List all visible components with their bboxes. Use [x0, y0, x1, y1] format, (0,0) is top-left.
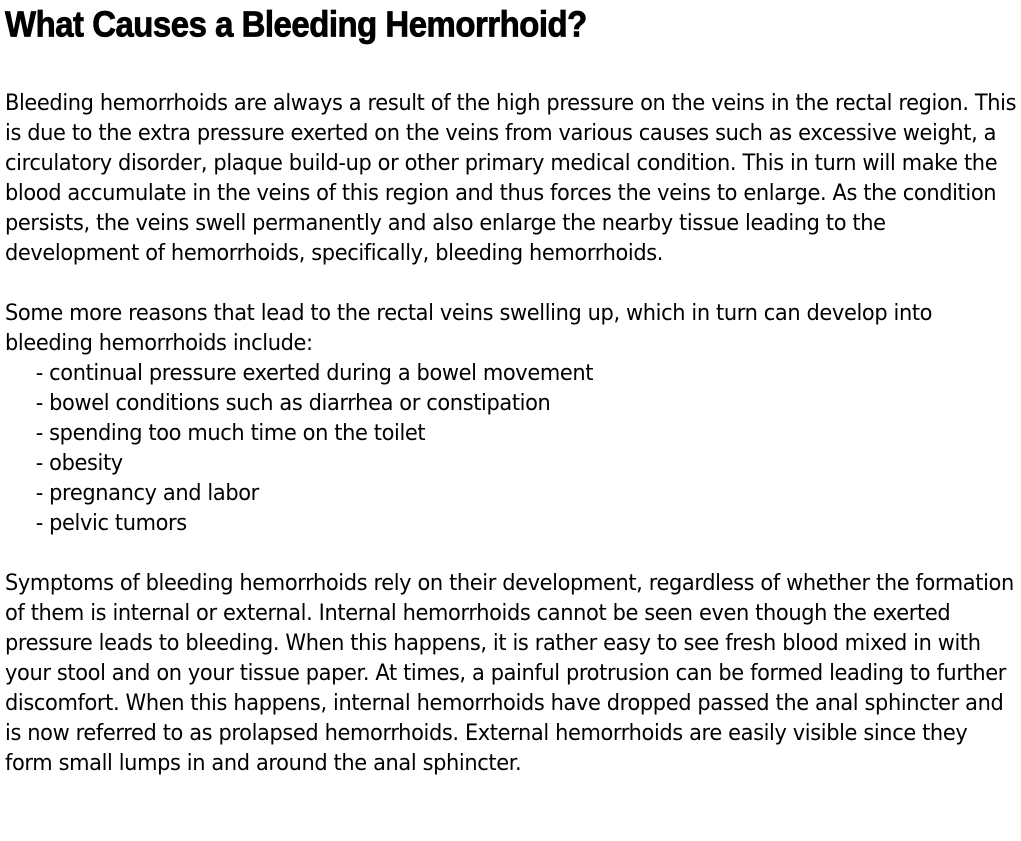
list-item: - spending too much time on the toilet	[35, 420, 426, 446]
paragraph-symptoms: Symptoms of bleeding hemorrhoids rely on their development, regardless of whether the formation of them is internal or external. Internal hemorrhoids cannot be seen even though the exerted pressure leads to bleeding. When this happens, it is rather easy to see fresh blood mixed in with your stool and on your tissue paper. At times, a painful protrusion can be formed leading to further discomfort. When this happens, internal hemorrhoids have dropped passed the anal sphincter and is now referred to as prolapsed hemorrhoids. External hemorrhoids are easily visible since they form small lumps in and around the anal sphincter.	[5, 570, 1014, 776]
paragraph-spacer	[5, 538, 1021, 568]
list-item: - bowel conditions such as diarrhea or constipation	[35, 390, 551, 416]
paragraph-reasons-intro: Some more reasons that lead to the rectal veins swelling up, which in turn can develop into bleeding hemorrhoids include:	[5, 300, 933, 356]
causes-list	[5, 358, 1021, 538]
page-title: What Causes a Bleeding Hemorrhoid?	[5, 4, 587, 45]
paragraph-spacer	[5, 268, 1021, 298]
list-item: - obesity	[35, 450, 123, 476]
list-item: - pregnancy and labor	[35, 480, 259, 506]
paragraph-causes-overview: Bleeding hemorrhoids are always a result of the high pressure on the veins in the rectal region. This is due to the extra pressure exerted on the veins from various causes such as excessive weight, a circulatory disorder, plaque build-up or other primary medical condition. This in turn will make the blood accumulate in the veins of this region and thus forces the veins to enlarge. As the condition persists, the veins swell permanently and also enlarge the nearby tissue leading to the development of hemorrhoids, specifically, bleeding hemorrhoids.	[5, 90, 1017, 266]
article-body	[5, 88, 1021, 778]
list-item: - continual pressure exerted during a bowel movement	[35, 360, 594, 386]
list-item: - pelvic tumors	[35, 510, 187, 536]
